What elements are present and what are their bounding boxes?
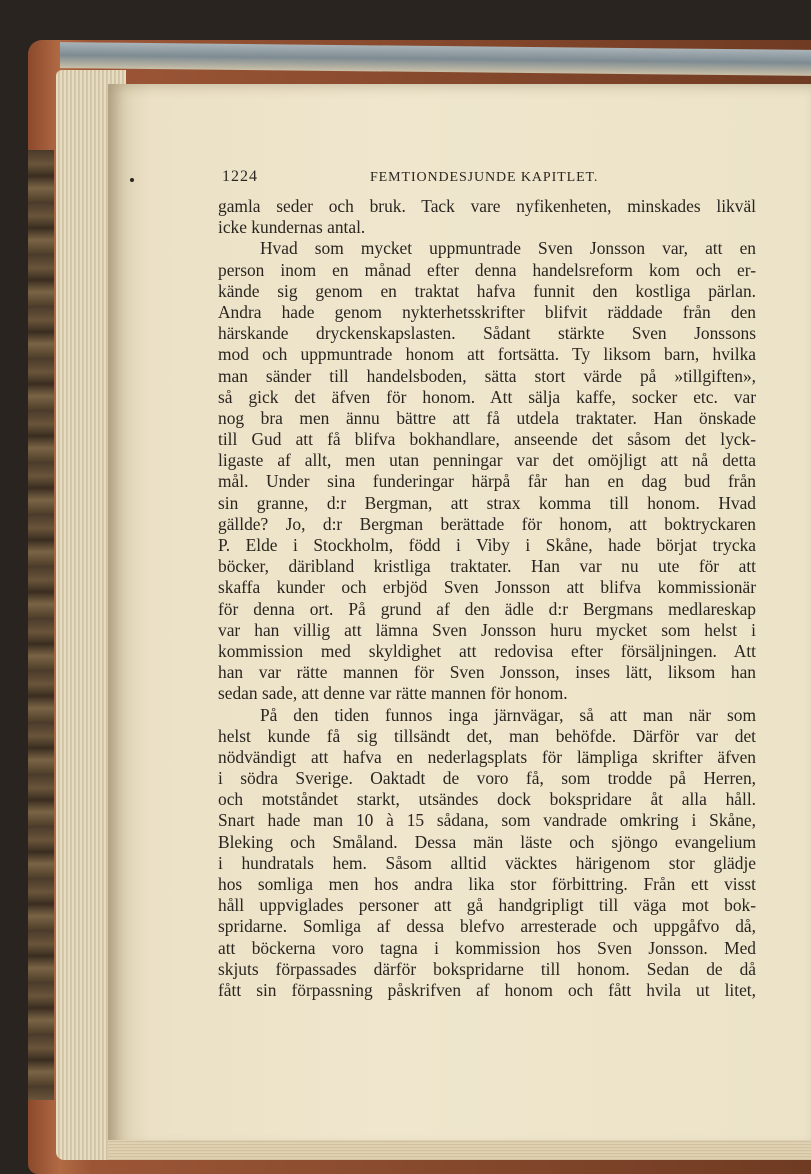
text-line: han var rätte mannen för Sven Jonsson, inses lätt, liksom han [218,662,756,683]
text-line: mod och uppmuntrade honom att fortsätta. Ty liksom barn, hvilka [218,344,756,365]
text-line: kände sig genom en traktat hafva funnit den kostliga pärlan. [218,280,756,301]
text-line: nog bra men ännu bättre att få utdela traktater. Han önskade [218,407,756,428]
text-line: och motståndet starkt, utsändes dock bokspridare åt alla håll. [218,789,756,810]
marbled-cover-edge [28,150,54,1100]
page-bottom-stack [108,1140,811,1160]
text-line: så gick det äfven för honom. Att sälja kaffe, socker etc. var [218,386,756,407]
text-line: Hvad som mycket uppmuntrade Sven Jonsson var, att en [260,238,756,259]
text-line: fått sin förpassning påskrifven af honom och fått hvila ut litet, [218,979,756,1000]
text-line: spridarne. Somliga af dessa blefvo arresterade och uppgåfvo då, [218,916,756,937]
running-head [222,168,762,192]
text-line: att böckerna voro tagna i kommission hos Sven Jonsson. Med [218,937,756,958]
margin-dot [130,178,134,182]
text-line: ligaste af allt, men utan penningar var det omöjligt att nå detta [218,450,756,471]
text-line: person inom en månad efter denna handelsreform kom och er- [218,259,756,280]
text-line: härskande dryckenskapslasten. Sådant stärkte Sven Jonssons [218,323,756,344]
text-line: icke kundernas antal. [218,217,366,238]
text-line: håll uppviglades personer att gå handgripligt till väga mot bok- [218,895,756,916]
text-line: gällde? Jo, d:r Bergman berättade för honom, att boktryckaren [218,513,756,534]
text-line: På den tiden funnos inga järnvägar, så att man när som [260,704,756,725]
text-line: P. Elde i Stockholm, född i Viby i Skåne, hade börjat trycka [218,535,756,555]
page-number: 1224 [222,168,258,185]
text-line: skaffa kunder och erbjöd Sven Jonsson att blifva kommissionär [218,577,756,598]
text-line: Bleking och Småland. Dessa män läste och sjöngo evangelium [218,831,756,852]
body-text [218,196,756,1001]
text-line: till Gud att få blifva bokhandlare, anseende det såsom det lyck- [218,429,756,450]
text-line: Andra hade genom nykterhetsskrifter blifvit räddade från den [218,301,756,322]
chapter-title: FEMTIONDESJUNDE KAPITLET. [370,170,599,185]
text-line: var han villig att lämna Sven Jonsson huru mycket som helst i [218,619,756,640]
text-line: skjuts förpassades därför bokspridarne till honom. Sedan de då [218,958,756,979]
text-line: gamla seder och bruk. Tack vare nyfikenheten, minskades likväl [218,196,756,216]
text-line: i södra Sverige. Oaktadt de voro få, som trodde på Herren, [218,768,756,789]
text-line: mål. Under sina funderingar härpå får han en dag bud från [218,471,756,492]
text-line: helst kunde få sig tillsändt det, man behöfde. Därför var det [218,725,756,746]
text-line: för denna ort. På grund af den ädle d:r Bergmans medlareskap [218,598,756,619]
text-line: sin granne, d:r Bergman, att strax komma till honom. Hvad [218,492,756,513]
text-line: nödvändigt att hafva en nederlagsplats för lämpliga skrifter äfven [218,746,756,767]
text-line: Snart hade man 10 à 15 sådana, som vandrade omkring i Skåne, [218,810,756,831]
text-line: hos somliga men hos andra lika stor förbittring. Från ett visst [218,874,756,894]
text-line: kommission med skyldighet att redovisa efter försäljningen. Att [218,640,756,661]
text-line: böcker, däribland kristliga traktater. Han var nu ute för att [218,556,756,577]
text-line: man sänder till handelsboden, sätta stort värde på »tillgiften», [218,365,756,386]
text-line: sedan sade, att denne var rätte mannen för honom. [218,683,568,704]
text-line: i hundratals hem. Såsom alltid väcktes härigenom stor glädje [218,852,756,873]
